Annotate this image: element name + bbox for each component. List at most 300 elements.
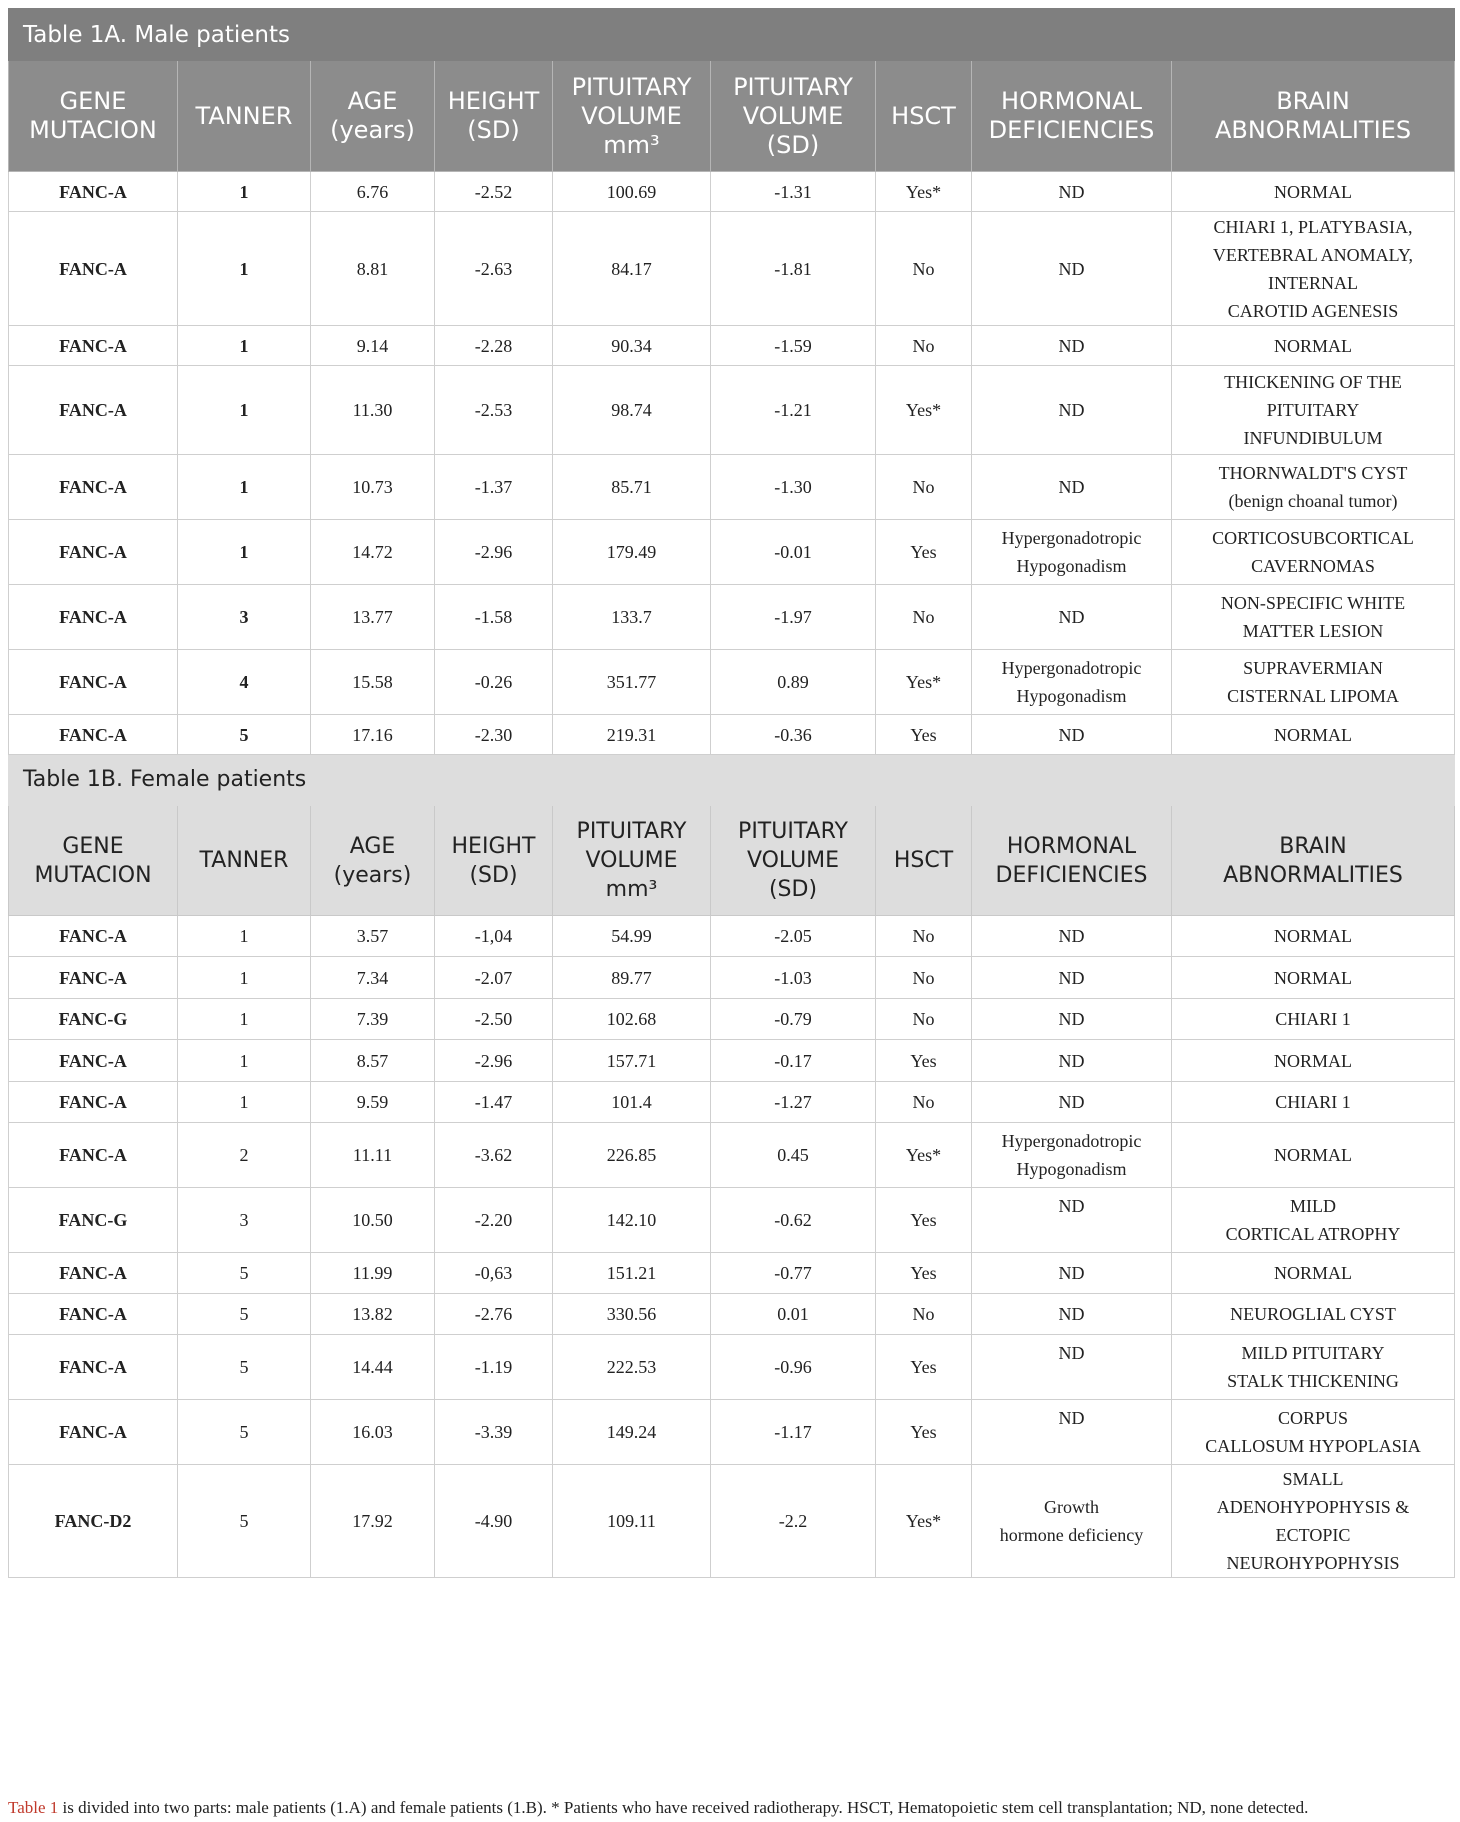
height-cell: -1.47 bbox=[435, 1082, 553, 1123]
hsct-cell: Yes bbox=[876, 1040, 972, 1082]
table-row bbox=[9, 1253, 1455, 1294]
cell-line bbox=[978, 1367, 1165, 1395]
pituitary-volume-cell: 89.77 bbox=[553, 957, 711, 999]
header-pituitary-volume bbox=[553, 806, 711, 916]
header-line: HSCT bbox=[893, 848, 954, 873]
header-line: VOLUME bbox=[585, 848, 678, 873]
header-line: AGE bbox=[347, 87, 398, 115]
gene-mutation-cell: FANC-A bbox=[9, 212, 178, 326]
cell-line: ND bbox=[1058, 967, 1085, 988]
hsct-cell: No bbox=[876, 916, 972, 957]
brain-abnormalities-cell bbox=[1172, 1253, 1455, 1294]
hormonal-deficiencies-cell bbox=[972, 650, 1172, 715]
table-footnote bbox=[8, 1798, 1308, 1818]
header-line: HEIGHT bbox=[447, 87, 540, 115]
header-row bbox=[9, 61, 1455, 172]
cell-line: NORMAL bbox=[1273, 1145, 1352, 1165]
header-line: GENE bbox=[62, 833, 124, 859]
brain-abnormalities-cell bbox=[1172, 957, 1455, 999]
age-cell: 7.34 bbox=[311, 957, 435, 999]
height-cell: -2.20 bbox=[435, 1188, 553, 1253]
cell-line: ND bbox=[1058, 1009, 1085, 1029]
hormonal-deficiencies-cell bbox=[972, 1123, 1172, 1188]
cell-line: ND bbox=[1058, 477, 1085, 497]
gene-mutation-cell: FANC-A bbox=[9, 1253, 178, 1294]
pituitary-volume-cell: 85.71 bbox=[553, 455, 711, 520]
hsct-cell: No bbox=[876, 212, 972, 326]
tanner-cell: 5 bbox=[178, 1465, 311, 1578]
table-row bbox=[9, 1040, 1455, 1082]
brain-abnormalities-cell bbox=[1172, 1335, 1455, 1400]
hormonal-deficiencies-cell bbox=[972, 715, 1172, 755]
brain-abnormalities-cell bbox=[1172, 916, 1455, 957]
cell-line: NORMAL bbox=[1273, 967, 1352, 988]
hormonal-deficiencies-cell bbox=[972, 585, 1172, 650]
cell-line: ND bbox=[1058, 258, 1085, 279]
table-row bbox=[9, 455, 1455, 520]
height-cell: -2.76 bbox=[435, 1294, 553, 1335]
gene-mutation-cell: FANC-D2 bbox=[9, 1465, 178, 1578]
cell-line: ND bbox=[1058, 181, 1085, 202]
cell-line: VERTEBRAL ANOMALY, bbox=[1212, 244, 1414, 265]
brain-abnormalities-cell bbox=[1172, 366, 1455, 455]
table_b-title-row bbox=[9, 755, 1455, 806]
pituitary-volume-cell: 98.74 bbox=[553, 366, 711, 455]
header-line: HSCT bbox=[891, 101, 956, 130]
gene-mutation-cell: FANC-A bbox=[9, 650, 178, 715]
brain-abnormalities-cell bbox=[1172, 1040, 1455, 1082]
header-line: AGE bbox=[349, 833, 396, 859]
footnote-text: is divided into two parts: male patients (1.A) and female patients (1.B). * Patients who have received radiotherapy. HSCT, Hematopoietic stem cell transplantation; ND, none detected. bbox=[58, 1798, 1309, 1817]
brain-abnormalities-cell bbox=[1172, 715, 1455, 755]
header-line: PITUITARY bbox=[576, 819, 687, 844]
pituitary-volume-sd-cell: -0.77 bbox=[711, 1253, 876, 1294]
cell-line: CAROTID AGENESIS bbox=[1227, 300, 1399, 321]
header-pituitary-volume bbox=[553, 61, 711, 172]
header-line: VOLUME bbox=[746, 848, 840, 873]
height-cell: -3.62 bbox=[435, 1123, 553, 1188]
tanner-cell: 1 bbox=[178, 520, 311, 585]
cell-line: ND bbox=[1058, 335, 1085, 356]
brain-abnormalities-cell bbox=[1172, 650, 1455, 715]
height-cell: -2.63 bbox=[435, 212, 553, 326]
height-cell: -1,04 bbox=[435, 916, 553, 957]
table-row bbox=[9, 916, 1455, 957]
header-pituitary-volume-sd bbox=[711, 806, 876, 916]
gene-mutation-cell: FANC-A bbox=[9, 1082, 178, 1123]
header-brain-abnormalities bbox=[1172, 806, 1455, 916]
pituitary-volume-cell: 133.7 bbox=[553, 585, 711, 650]
pituitary-volume-sd-cell: -1.59 bbox=[711, 326, 876, 366]
height-cell: -2.52 bbox=[435, 172, 553, 212]
age-cell: 14.44 bbox=[311, 1335, 435, 1400]
hormonal-deficiencies-cell bbox=[972, 520, 1172, 585]
header-age bbox=[311, 806, 435, 916]
hsct-cell: Yes bbox=[876, 1335, 972, 1400]
header-line: VOLUME bbox=[742, 101, 844, 130]
height-cell: -1.58 bbox=[435, 585, 553, 650]
pituitary-volume-cell: 100.69 bbox=[553, 172, 711, 212]
height-cell: -1.19 bbox=[435, 1335, 553, 1400]
height-cell: -2.96 bbox=[435, 520, 553, 585]
pituitary-volume-cell: 157.71 bbox=[553, 1040, 711, 1082]
age-cell: 7.39 bbox=[311, 999, 435, 1040]
table-row bbox=[9, 1294, 1455, 1335]
table-reference-link[interactable]: Table 1 bbox=[8, 1798, 59, 1817]
cell-line: Hypergonadotropic bbox=[1001, 1131, 1142, 1151]
cell-line: ADENOHYPOPHYSIS & bbox=[1216, 1497, 1410, 1517]
cell-line: ND bbox=[1058, 1050, 1085, 1071]
table-b-title: Table 1B. Female patients bbox=[9, 755, 1455, 806]
cell-line: CALLOSUM HYPOPLASIA bbox=[1205, 1436, 1421, 1456]
brain-abnormalities-cell bbox=[1172, 455, 1455, 520]
height-cell: -2.96 bbox=[435, 1040, 553, 1082]
tanner-cell: 5 bbox=[178, 1253, 311, 1294]
cell-line: STALK THICKENING bbox=[1227, 1371, 1399, 1391]
pituitary-volume-sd-cell: -1.31 bbox=[711, 172, 876, 212]
header-pituitary-volume-sd bbox=[711, 61, 876, 172]
tanner-cell: 1 bbox=[178, 455, 311, 520]
header-hsct bbox=[876, 61, 972, 172]
cell-line: ECTOPIC bbox=[1275, 1525, 1351, 1545]
age-cell: 17.92 bbox=[311, 1465, 435, 1578]
header-line: (years) bbox=[330, 116, 415, 144]
pituitary-volume-sd-cell: -1.17 bbox=[711, 1400, 876, 1465]
gene-mutation-cell: FANC-A bbox=[9, 520, 178, 585]
height-cell: -3.39 bbox=[435, 1400, 553, 1465]
header-line: (SD) bbox=[768, 877, 818, 902]
age-cell: 3.57 bbox=[311, 916, 435, 957]
pituitary-volume-cell: 84.17 bbox=[553, 212, 711, 326]
cell-line: Growth bbox=[1044, 1497, 1099, 1517]
hsct-cell: No bbox=[876, 326, 972, 366]
brain-abnormalities-cell bbox=[1172, 1082, 1455, 1123]
table-row bbox=[9, 172, 1455, 212]
height-cell: -1.37 bbox=[435, 455, 553, 520]
hsct-cell: Yes bbox=[876, 1400, 972, 1465]
table-container bbox=[8, 8, 1454, 1578]
brain-abnormalities-cell bbox=[1172, 585, 1455, 650]
age-cell: 11.11 bbox=[311, 1123, 435, 1188]
gene-mutation-cell: FANC-A bbox=[9, 455, 178, 520]
gene-mutation-cell: FANC-A bbox=[9, 957, 178, 999]
cell-line: Hypogonadism bbox=[1016, 556, 1127, 576]
hsct-cell: Yes* bbox=[876, 1123, 972, 1188]
age-cell: 6.76 bbox=[311, 172, 435, 212]
age-cell: 14.72 bbox=[311, 520, 435, 585]
table-row bbox=[9, 1082, 1455, 1123]
tanner-cell: 2 bbox=[178, 1123, 311, 1188]
pituitary-volume-cell: 102.68 bbox=[553, 999, 711, 1040]
hsct-cell: No bbox=[876, 1294, 972, 1335]
pituitary-volume-sd-cell: -0.79 bbox=[711, 999, 876, 1040]
tanner-cell: 1 bbox=[178, 326, 311, 366]
age-cell: 8.57 bbox=[311, 1040, 435, 1082]
table-row bbox=[9, 1400, 1455, 1465]
header-line: DEFICIENCIES bbox=[988, 116, 1155, 144]
hormonal-deficiencies-cell bbox=[972, 172, 1172, 212]
pituitary-volume-sd-cell: 0.89 bbox=[711, 650, 876, 715]
header-age bbox=[311, 61, 435, 172]
cell-line: NORMAL bbox=[1273, 1263, 1352, 1283]
age-cell: 8.81 bbox=[311, 212, 435, 326]
gene-mutation-cell: FANC-A bbox=[9, 366, 178, 455]
brain-abnormalities-cell bbox=[1172, 172, 1455, 212]
cell-line: NORMAL bbox=[1273, 1050, 1352, 1071]
hormonal-deficiencies-cell bbox=[972, 999, 1172, 1040]
brain-abnormalities-cell bbox=[1172, 1123, 1455, 1188]
hormonal-deficiencies-cell bbox=[972, 916, 1172, 957]
tanner-cell: 5 bbox=[178, 1294, 311, 1335]
patients-table bbox=[8, 8, 1455, 1578]
cell-line: Hypogonadism bbox=[1016, 686, 1127, 706]
pituitary-volume-cell: 151.21 bbox=[553, 1253, 711, 1294]
age-cell: 16.03 bbox=[311, 1400, 435, 1465]
pituitary-volume-sd-cell: 0.01 bbox=[711, 1294, 876, 1335]
pituitary-volume-cell: 109.11 bbox=[553, 1465, 711, 1578]
header-hsct bbox=[876, 806, 972, 916]
hsct-cell: Yes* bbox=[876, 1465, 972, 1578]
age-cell: 15.58 bbox=[311, 650, 435, 715]
header-line: TANNER bbox=[199, 848, 289, 873]
brain-abnormalities-cell bbox=[1172, 1294, 1455, 1335]
table-row bbox=[9, 1465, 1455, 1578]
header-hormonal-deficiencies bbox=[972, 806, 1172, 916]
cell-line: MATTER LESION bbox=[1242, 621, 1384, 641]
cell-line: CORPUS bbox=[1277, 1408, 1349, 1428]
hormonal-deficiencies-cell bbox=[972, 1040, 1172, 1082]
cell-line: NORMAL bbox=[1273, 926, 1352, 946]
cell-line: ND bbox=[1058, 724, 1085, 745]
header-row bbox=[9, 806, 1455, 916]
hormonal-deficiencies-cell bbox=[972, 1335, 1172, 1400]
brain-abnormalities-cell bbox=[1172, 1465, 1455, 1578]
pituitary-volume-cell: 226.85 bbox=[553, 1123, 711, 1188]
cell-line: ND bbox=[1058, 1196, 1085, 1216]
pituitary-volume-cell: 142.10 bbox=[553, 1188, 711, 1253]
cell-line: ND bbox=[1058, 1408, 1085, 1428]
pituitary-volume-cell: 90.34 bbox=[553, 326, 711, 366]
tanner-cell: 3 bbox=[178, 1188, 311, 1253]
age-cell: 11.30 bbox=[311, 366, 435, 455]
tanner-cell: 5 bbox=[178, 1400, 311, 1465]
age-cell: 11.99 bbox=[311, 1253, 435, 1294]
table-row bbox=[9, 366, 1455, 455]
age-cell: 9.14 bbox=[311, 326, 435, 366]
cell-line: NEUROHYPOPHYSIS bbox=[1226, 1553, 1400, 1573]
pituitary-volume-sd-cell: -0.36 bbox=[711, 715, 876, 755]
tanner-cell: 1 bbox=[178, 999, 311, 1040]
height-cell: -0.26 bbox=[435, 650, 553, 715]
table-row bbox=[9, 585, 1455, 650]
pituitary-volume-sd-cell: -1.81 bbox=[711, 212, 876, 326]
cell-line: ND bbox=[1058, 1304, 1085, 1324]
header-line: (SD) bbox=[766, 130, 820, 159]
header-tanner bbox=[178, 806, 311, 916]
cell-line: NON-SPECIFIC WHITE bbox=[1220, 593, 1406, 613]
header-height bbox=[435, 61, 553, 172]
table-row bbox=[9, 1188, 1455, 1253]
cell-line: NORMAL bbox=[1273, 724, 1352, 745]
gene-mutation-cell: FANC-A bbox=[9, 172, 178, 212]
gene-mutation-cell: FANC-A bbox=[9, 715, 178, 755]
hsct-cell: No bbox=[876, 957, 972, 999]
tanner-cell: 1 bbox=[178, 212, 311, 326]
pituitary-volume-sd-cell: -2.2 bbox=[711, 1465, 876, 1578]
pituitary-volume-cell: 179.49 bbox=[553, 520, 711, 585]
gene-mutation-cell: FANC-A bbox=[9, 1400, 178, 1465]
age-cell: 10.50 bbox=[311, 1188, 435, 1253]
cell-line: hormone deficiency bbox=[999, 1525, 1144, 1545]
table-row bbox=[9, 1335, 1455, 1400]
cell-line: THORNWALDT'S CYST bbox=[1218, 463, 1408, 483]
tanner-cell: 1 bbox=[178, 172, 311, 212]
hormonal-deficiencies-cell bbox=[972, 1253, 1172, 1294]
hormonal-deficiencies-cell bbox=[972, 1188, 1172, 1253]
tanner-cell: 1 bbox=[178, 1082, 311, 1123]
tanner-cell: 5 bbox=[178, 1335, 311, 1400]
pituitary-volume-sd-cell: -0.96 bbox=[711, 1335, 876, 1400]
hsct-cell: No bbox=[876, 455, 972, 520]
gene-mutation-cell: FANC-A bbox=[9, 1123, 178, 1188]
cell-line: NORMAL bbox=[1273, 181, 1352, 202]
cell-line: ND bbox=[1058, 926, 1085, 946]
header-line: ABNORMALITIES bbox=[1214, 116, 1412, 144]
cell-line: CHIARI 1 bbox=[1275, 1092, 1351, 1112]
header-tanner bbox=[178, 61, 311, 172]
header-line: mm³ bbox=[603, 130, 660, 159]
cell-line: ND bbox=[1058, 607, 1085, 627]
cell-line: SMALL bbox=[1282, 1469, 1344, 1489]
age-cell: 17.16 bbox=[311, 715, 435, 755]
pituitary-volume-sd-cell: -0.62 bbox=[711, 1188, 876, 1253]
header-line: MUTACION bbox=[29, 116, 157, 144]
cell-line: Hypergonadotropic bbox=[1001, 528, 1142, 548]
header-line: (SD) bbox=[467, 116, 520, 144]
hsct-cell: Yes* bbox=[876, 366, 972, 455]
tanner-cell: 4 bbox=[178, 650, 311, 715]
gene-mutation-cell: FANC-A bbox=[9, 1040, 178, 1082]
hsct-cell: Yes* bbox=[876, 172, 972, 212]
pituitary-volume-sd-cell: -1.30 bbox=[711, 455, 876, 520]
gene-mutation-cell: FANC-A bbox=[9, 1294, 178, 1335]
cell-line: MILD bbox=[1290, 1196, 1336, 1216]
pituitary-volume-cell: 101.4 bbox=[553, 1082, 711, 1123]
hsct-cell: Yes bbox=[876, 1188, 972, 1253]
pituitary-volume-cell: 351.77 bbox=[553, 650, 711, 715]
cell-line: ND bbox=[1058, 1263, 1085, 1283]
hormonal-deficiencies-cell bbox=[972, 326, 1172, 366]
header-line: PITUITARY bbox=[571, 72, 692, 101]
brain-abnormalities-cell bbox=[1172, 212, 1455, 326]
header-line: HORMONAL bbox=[1006, 833, 1137, 859]
hsct-cell: No bbox=[876, 1082, 972, 1123]
tanner-cell: 1 bbox=[178, 916, 311, 957]
table-row bbox=[9, 1123, 1455, 1188]
gene-mutation-cell: FANC-A bbox=[9, 1335, 178, 1400]
header-line: VOLUME bbox=[581, 101, 682, 130]
header-line: (SD) bbox=[469, 862, 518, 888]
cell-line: CHIARI 1, PLATYBASIA, bbox=[1213, 216, 1413, 237]
header-line: HORMONAL bbox=[1001, 87, 1142, 115]
cell-line bbox=[978, 1220, 1165, 1248]
pituitary-volume-cell: 330.56 bbox=[553, 1294, 711, 1335]
table-row bbox=[9, 999, 1455, 1040]
tanner-cell: 1 bbox=[178, 957, 311, 999]
cell-line: (benign choanal tumor) bbox=[1228, 491, 1398, 511]
age-cell: 9.59 bbox=[311, 1082, 435, 1123]
header-line: mm³ bbox=[605, 877, 658, 902]
header-line: GENE bbox=[59, 87, 127, 115]
hsct-cell: Yes bbox=[876, 1253, 972, 1294]
tanner-cell: 3 bbox=[178, 585, 311, 650]
height-cell: -2.53 bbox=[435, 366, 553, 455]
height-cell: -4.90 bbox=[435, 1465, 553, 1578]
table-a-title: Table 1A. Male patients bbox=[9, 9, 1455, 61]
tanner-cell: 1 bbox=[178, 366, 311, 455]
header-line: PITUITARY bbox=[738, 819, 848, 844]
header-line: HEIGHT bbox=[451, 833, 536, 859]
pituitary-volume-sd-cell: -0.01 bbox=[711, 520, 876, 585]
hormonal-deficiencies-cell bbox=[972, 1082, 1172, 1123]
hormonal-deficiencies-cell bbox=[972, 1294, 1172, 1335]
header-line: PITUITARY bbox=[733, 72, 853, 101]
cell-line: CORTICOSUBCORTICAL bbox=[1212, 528, 1414, 548]
pituitary-volume-sd-cell: -1.97 bbox=[711, 585, 876, 650]
height-cell: -2.07 bbox=[435, 957, 553, 999]
age-cell: 13.77 bbox=[311, 585, 435, 650]
table-row bbox=[9, 212, 1455, 326]
pituitary-volume-sd-cell: -1.03 bbox=[711, 957, 876, 999]
brain-abnormalities-cell bbox=[1172, 1188, 1455, 1253]
age-cell: 10.73 bbox=[311, 455, 435, 520]
table-row bbox=[9, 520, 1455, 585]
pituitary-volume-cell: 54.99 bbox=[553, 916, 711, 957]
header-line: ABNORMALITIES bbox=[1223, 862, 1403, 888]
cell-line: NEUROGLIAL CYST bbox=[1230, 1304, 1396, 1324]
header-line: (years) bbox=[333, 862, 412, 888]
header-brain-abnormalities bbox=[1172, 61, 1455, 172]
brain-abnormalities-cell bbox=[1172, 326, 1455, 366]
age-cell: 13.82 bbox=[311, 1294, 435, 1335]
pituitary-volume-sd-cell: -0.17 bbox=[711, 1040, 876, 1082]
pituitary-volume-sd-cell: 0.45 bbox=[711, 1123, 876, 1188]
hsct-cell: No bbox=[876, 999, 972, 1040]
table-row bbox=[9, 957, 1455, 999]
pituitary-volume-sd-cell: -1.27 bbox=[711, 1082, 876, 1123]
pituitary-volume-cell: 149.24 bbox=[553, 1400, 711, 1465]
height-cell: -2.30 bbox=[435, 715, 553, 755]
pituitary-volume-cell: 219.31 bbox=[553, 715, 711, 755]
table-row bbox=[9, 326, 1455, 366]
hsct-cell: Yes bbox=[876, 520, 972, 585]
hormonal-deficiencies-cell bbox=[972, 957, 1172, 999]
cell-line: NORMAL bbox=[1273, 335, 1352, 356]
hsct-cell: Yes* bbox=[876, 650, 972, 715]
cell-line: CHIARI 1 bbox=[1275, 1009, 1351, 1029]
hormonal-deficiencies-cell bbox=[972, 366, 1172, 455]
header-line: MUTACION bbox=[34, 862, 152, 888]
brain-abnormalities-cell bbox=[1172, 520, 1455, 585]
table-body bbox=[9, 9, 1455, 1578]
gene-mutation-cell: FANC-G bbox=[9, 999, 178, 1040]
tanner-cell: 1 bbox=[178, 1040, 311, 1082]
tanner-cell: 5 bbox=[178, 715, 311, 755]
table-row bbox=[9, 650, 1455, 715]
cell-line: MILD PITUITARY bbox=[1241, 1343, 1385, 1363]
table-row bbox=[9, 715, 1455, 755]
cell-line: CAVERNOMAS bbox=[1251, 556, 1375, 576]
